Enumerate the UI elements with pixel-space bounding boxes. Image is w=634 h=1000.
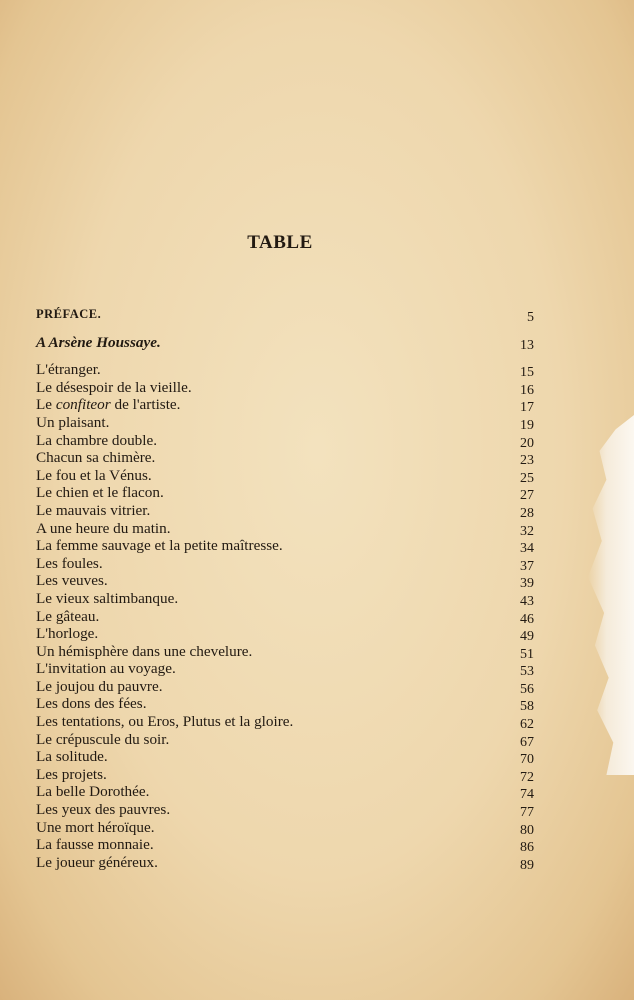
toc-entry-page: 62 [520,717,534,733]
toc-entry-page: 20 [520,435,534,451]
toc-entry-page: 37 [520,558,534,574]
toc-entry-page: 74 [520,787,534,803]
toc-entry-page: 25 [520,470,534,486]
toc-entry-title: Les veuves. [36,572,108,590]
toc-entry [36,334,534,352]
toc-entry-title-italic: confiteor [55,396,111,414]
toc-entry [36,432,534,450]
toc-entry-title: L'étranger. [36,361,101,379]
toc-entry-page: 13 [520,337,534,353]
toc-entry-title: L'invitation au voyage. [36,660,176,678]
toc-entry [36,783,534,801]
toc-entry-page: 19 [520,417,534,433]
toc-entry [36,484,534,502]
toc-entry-page: 67 [520,734,534,750]
toc-entry [36,643,534,661]
toc-entry [36,766,534,784]
toc-entry-page: 56 [520,681,534,697]
toc-entry-title: La belle Dorothée. [36,783,150,801]
toc-entry-title: Le confiteor de l'artiste. [36,396,181,414]
toc-entry-page: 5 [527,310,534,325]
toc-entry-page: 46 [520,611,534,627]
toc-entry-page: 28 [520,505,534,521]
toc-entry-title: Le joujou du pauvre. [36,677,163,695]
toc-entry-title: Le vieux saltimbanque. [36,589,179,607]
toc-entry-title: A Arsène Houssaye. [36,333,161,351]
toc-entry-title: Le gâteau. [36,607,100,625]
toc-entry-title: Le chien et le flacon. [36,484,164,502]
toc-entry-title: Les projets. [36,765,107,783]
toc-entry [36,396,534,414]
toc-entry [36,449,534,467]
toc-entry-title: Le fou et la Vénus. [36,466,152,484]
toc-entry [36,361,534,379]
toc-entry [36,836,534,854]
toc-entry-page: 80 [520,822,534,838]
toc-entry [36,660,534,678]
toc-entry-title: Le crépuscule du soir. [36,730,170,748]
toc-entry-title: Un plaisant. [36,413,110,431]
toc-entry-title: Le mauvais vitrier. [36,501,151,519]
toc-entry-page: 86 [520,840,534,856]
toc-entry-title: L'horloge. [36,625,99,643]
toc-entry [36,731,534,749]
toc-entry-page: 15 [520,365,534,381]
toc-entry-page: 58 [520,699,534,715]
toc-entry-page: 34 [520,541,534,557]
toc-entry-page: 72 [520,769,534,785]
toc-entry-page: 53 [520,664,534,680]
toc-entry-page: 39 [520,576,534,592]
toc-entry-title: Un hémisphère dans une chevelure. [36,642,253,660]
toc-entry-title: La solitude. [36,748,108,766]
toc-entry-page: 32 [520,523,534,539]
toc-entry [36,678,534,696]
toc-entry [36,555,534,573]
toc-entry-title: Chacun sa chimère. [36,449,156,467]
toc-entry-page: 23 [520,453,534,469]
toc-entry-title: Les dons des fées. [36,695,147,713]
toc-entry-page: 43 [520,593,534,609]
toc-entry [36,572,534,590]
toc-entry-page: 70 [520,752,534,768]
toc-entry-page: 27 [520,488,534,504]
toc-entry-title: Les yeux des pauvres. [36,801,171,819]
toc-entry [36,379,534,397]
toc-entry [36,625,534,643]
toc-entry-title: A une heure du matin. [36,519,171,537]
toc-entry [36,608,534,626]
toc-entry-title: La chambre double. [36,431,158,449]
toc-entry [36,502,534,520]
toc-entry-title: Le désespoir de la vieille. [36,378,192,396]
toc-entry [36,854,534,872]
toc-entry [36,414,534,432]
toc-entry-title: Les tentations, ou Eros, Plutus et la gloire. [36,713,294,731]
toc-entry [36,748,534,766]
toc-entry-page: 16 [520,382,534,398]
toc-entry-title: Le joueur généreux. [36,853,158,871]
table-of-contents [36,306,534,871]
toc-entry [36,695,534,713]
toc-entry-page: 49 [520,629,534,645]
toc-entry [36,520,534,538]
toc-entry-page: 89 [520,857,534,873]
torn-edge [588,415,634,775]
toc-entry-title: PRÉFACE. [36,307,102,321]
toc-entry [36,819,534,837]
toc-entry [36,713,534,731]
page-title: TABLE [247,232,313,253]
toc-entry [36,590,534,608]
toc-entry-page: 17 [520,400,534,416]
toc-entry-page: 77 [520,805,534,821]
toc-entry [36,467,534,485]
toc-entry-title: La femme sauvage et la petite maîtresse. [36,537,283,555]
toc-entry-title: Les foules. [36,554,103,572]
toc-entry [36,801,534,819]
toc-entry [36,306,534,324]
toc-entry-title: La fausse monnaie. [36,836,154,854]
toc-entry-page: 51 [520,646,534,662]
toc-entry [36,537,534,555]
toc-entry-title: Une mort héroïque. [36,818,155,836]
